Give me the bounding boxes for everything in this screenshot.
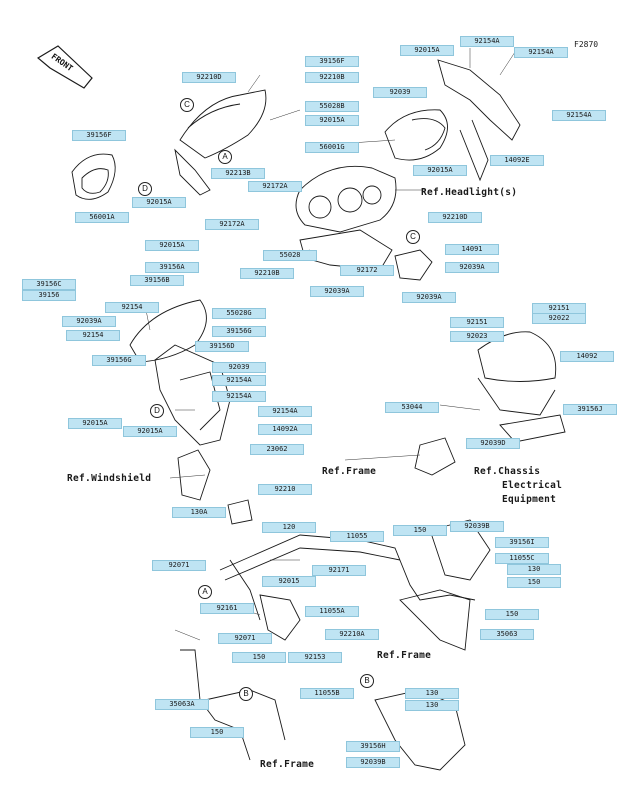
part-number-label: 14092	[560, 351, 614, 362]
ref-label-windshield: Ref.Windshield	[67, 473, 152, 484]
part-number-label: 92023	[450, 331, 504, 342]
part-number-label: 39156A	[145, 262, 199, 273]
part-number-label: 11055B	[300, 688, 354, 699]
part-number-label: 92015A	[132, 197, 186, 208]
part-number-label: 35063	[480, 629, 534, 640]
mirror-left	[72, 154, 115, 199]
part-number-label: 92154A	[212, 391, 266, 402]
part-number-label: 92015A	[145, 240, 199, 251]
part-number-label: 150	[232, 652, 286, 663]
part-number-label: 92172	[340, 265, 394, 276]
part-number-label: 92153	[288, 652, 342, 663]
part-number-label: 92210A	[325, 629, 379, 640]
part-number-label: 92015A	[413, 165, 467, 176]
part-number-label: 92154A	[212, 375, 266, 386]
ref-label-chassis1: Ref.Chassis	[474, 466, 541, 477]
part-number-label: 120	[262, 522, 316, 533]
callout-marker: C	[180, 98, 194, 112]
diagram-code: F2870	[574, 40, 599, 49]
part-number-label: 92151	[532, 303, 586, 314]
callout-marker: D	[150, 404, 164, 418]
callout-marker: A	[218, 150, 232, 164]
part-number-label: 92210B	[305, 72, 359, 83]
headlight-assembly	[296, 166, 396, 232]
callout-marker: B	[360, 674, 374, 688]
upper-cowl-right	[438, 60, 520, 140]
part-number-label: 23062	[250, 444, 304, 455]
part-number-label: 150	[393, 525, 447, 536]
part-number-label: 35063A	[155, 699, 209, 710]
part-number-label: 92213B	[211, 168, 265, 179]
part-number-label: 92154A	[460, 36, 514, 47]
part-number-label: 92039D	[466, 438, 520, 449]
part-number-label: 56001A	[75, 212, 129, 223]
part-number-label: 92015A	[400, 45, 454, 56]
part-number-label: 92039A	[445, 262, 499, 273]
part-number-label: 92039	[373, 87, 427, 98]
part-number-label: 130	[507, 564, 561, 575]
part-number-label: 11055A	[305, 606, 359, 617]
part-number-label: 39156G	[92, 355, 146, 366]
part-number-label: 53044	[385, 402, 439, 413]
part-number-label: 39156	[22, 290, 76, 301]
ref-label-headlight: Ref.Headlight(s)	[421, 187, 518, 198]
part-number-label: 39156I	[495, 537, 549, 548]
part-number-label: 92210D	[428, 212, 482, 223]
part-number-label: 92039A	[310, 286, 364, 297]
part-number-label: 92015	[262, 576, 316, 587]
part-number-label: 92161	[200, 603, 254, 614]
part-number-label: 92071	[218, 633, 272, 644]
part-number-label: 92015A	[68, 418, 122, 429]
part-number-label: 39156F	[305, 56, 359, 67]
part-number-label: 39156F	[72, 130, 126, 141]
callout-marker: A	[198, 585, 212, 599]
part-number-label: 92022	[532, 313, 586, 324]
callout-marker: C	[406, 230, 420, 244]
callout-marker: B	[239, 687, 253, 701]
part-number-label: 92039	[212, 362, 266, 373]
part-number-label: 11055	[330, 531, 384, 542]
part-number-label: 92071	[152, 560, 206, 571]
part-number-label: 14092E	[490, 155, 544, 166]
part-number-label: 150	[507, 577, 561, 588]
part-number-label: 92154A	[514, 47, 568, 58]
callout-marker: D	[138, 182, 152, 196]
part-number-label: 92039A	[62, 316, 116, 327]
part-number-label: 39156G	[212, 326, 266, 337]
part-number-label: 92171	[312, 565, 366, 576]
part-number-label: 92015A	[123, 426, 177, 437]
ref-label-frame3: Ref.Frame	[260, 759, 315, 770]
part-number-label: 39156B	[130, 275, 184, 286]
part-number-label: 14091	[445, 244, 499, 255]
part-number-label: 92154	[66, 330, 120, 341]
part-number-label: 55028G	[212, 308, 266, 319]
part-number-label: 39156H	[346, 741, 400, 752]
part-number-label: 92154A	[258, 406, 312, 417]
mirror-right	[385, 110, 448, 160]
part-number-label: 92154A	[552, 110, 606, 121]
part-number-label: 55028B	[305, 101, 359, 112]
front-label: FRONT	[49, 51, 75, 74]
part-number-label: 92151	[450, 317, 504, 328]
part-number-label: 92154	[105, 302, 159, 313]
part-number-label: 130	[405, 688, 459, 699]
part-number-label: 55028	[263, 250, 317, 261]
ref-label-frame2: Ref.Frame	[377, 650, 432, 661]
ref-label-frame1: Ref.Frame	[322, 466, 377, 477]
part-number-label: 39156D	[195, 341, 249, 352]
part-number-label: 92015A	[305, 115, 359, 126]
part-number-label: 92210B	[240, 268, 294, 279]
part-number-label: 92172A	[205, 219, 259, 230]
ref-label-chassis2: Electrical	[502, 480, 563, 491]
part-number-label: 14092A	[258, 424, 312, 435]
part-number-label: 92039B	[346, 757, 400, 768]
part-number-label: 150	[485, 609, 539, 620]
part-number-label: 130	[405, 700, 459, 711]
part-number-label: 92039B	[450, 521, 504, 532]
part-number-label: 92210	[258, 484, 312, 495]
part-number-label: 130A	[172, 507, 226, 518]
part-number-label: 92039A	[402, 292, 456, 303]
part-number-label: 39156C	[22, 279, 76, 290]
part-number-label: 11055C	[495, 553, 549, 564]
part-number-label: 92210D	[182, 72, 236, 83]
ref-label-chassis3: Equipment	[502, 494, 557, 505]
part-number-label: 39156J	[563, 404, 617, 415]
part-number-label: 92172A	[248, 181, 302, 192]
part-number-label: 150	[190, 727, 244, 738]
part-number-label: 56001G	[305, 142, 359, 153]
